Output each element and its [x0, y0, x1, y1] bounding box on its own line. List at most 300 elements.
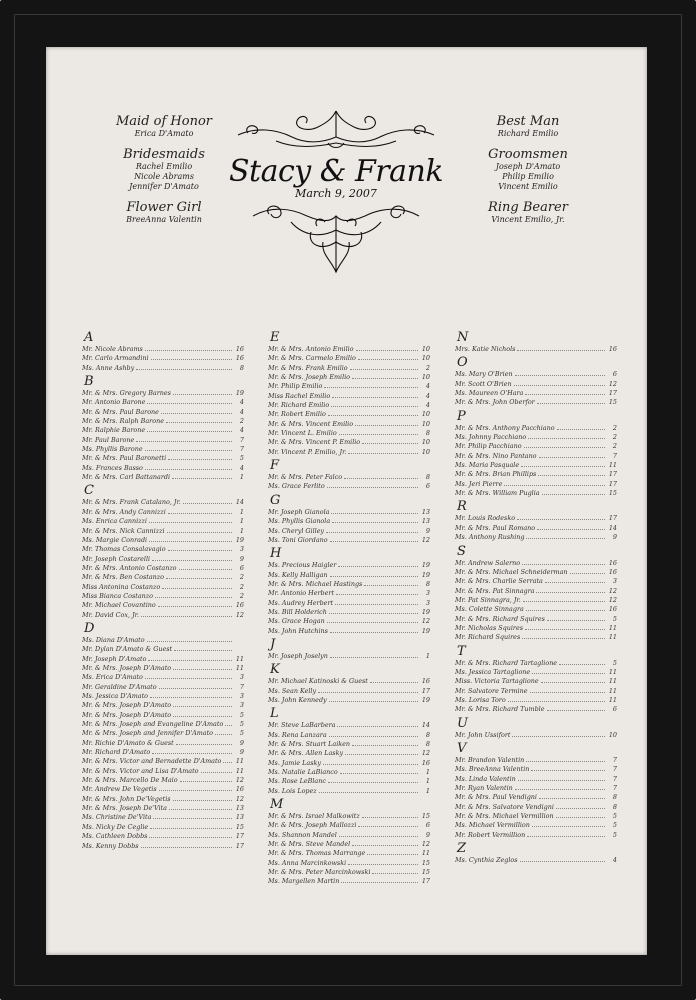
guest-row: [455, 756, 617, 765]
party-role: Maid of Honor: [115, 114, 213, 129]
dot-leader: [537, 398, 605, 404]
guest-row: [268, 749, 430, 758]
dot-leader: [162, 583, 232, 589]
section-letter: V: [457, 741, 467, 756]
table-number: 10: [421, 447, 430, 456]
dot-leader: [329, 696, 418, 702]
guest-name: Mr. Carlo Armandini: [82, 354, 149, 363]
guest-name: Mr. & Mrs. Michael Schneiderman: [455, 567, 568, 576]
table-number: 14: [421, 721, 430, 730]
table-number: 4: [612, 856, 617, 865]
guest-row: [82, 389, 244, 398]
table-number: 6: [612, 705, 617, 714]
guest-name: Ms. Shannon Mandel: [268, 830, 337, 839]
dot-leader: [332, 392, 418, 398]
dot-leader: [370, 677, 418, 683]
guest-column-right: [455, 329, 617, 865]
dot-leader: [330, 536, 418, 542]
guest-name: Mr. & Mrs. Vincent Emilio: [268, 419, 354, 428]
guest-name: Ms. Rose LeBlanc: [268, 777, 326, 786]
guest-row: [268, 364, 430, 373]
dot-leader: [183, 498, 232, 504]
guest-row: [82, 636, 244, 645]
guest-row: [455, 596, 617, 605]
table-number: 13: [235, 804, 244, 813]
table-number: 10: [608, 730, 617, 739]
dot-leader: [340, 768, 418, 774]
dot-leader: [328, 777, 418, 783]
guest-name: Ms. Jeri Pierre: [455, 479, 503, 488]
dot-leader: [136, 436, 232, 442]
guest-name: Ms. Anne Ashby: [82, 363, 135, 372]
table-number: 2: [612, 433, 617, 442]
table-number: 16: [608, 567, 617, 576]
guest-row: [455, 668, 617, 677]
guest-name: Mr. John Ussifort: [455, 730, 511, 739]
guest-row: [455, 533, 617, 542]
table-number: 15: [235, 822, 244, 831]
table-number: 19: [421, 607, 430, 616]
table-number: 5: [612, 812, 617, 821]
guest-column-left: [82, 329, 244, 851]
guest-name: Mr. & Mrs. Richard Tumble: [455, 705, 545, 714]
table-number: 1: [425, 786, 430, 795]
dot-leader: [145, 464, 232, 470]
guest-name: Mr. Robert Emilio: [268, 410, 326, 419]
section-letter: O: [457, 355, 468, 371]
guest-name: Mr. & Mrs. Nick Cannizzi: [82, 526, 165, 535]
dot-leader: [173, 389, 232, 395]
guest-name: Mrs. Katie Nichols: [455, 345, 516, 353]
table-number: 10: [421, 419, 430, 428]
table-number: 15: [421, 858, 430, 867]
guest-name: Mr. Richard Squires: [455, 633, 521, 642]
dot-leader: [167, 527, 233, 533]
guest-name: Ms. Jessica Tartaglione: [455, 667, 531, 676]
guest-row: [455, 345, 617, 354]
guest-row: [268, 580, 430, 589]
guest-name: Mr. Scott O'Brien: [455, 379, 512, 388]
guest-row: [82, 445, 244, 454]
guest-name: Mr. Antonio Barone: [82, 398, 146, 407]
guest-row: [268, 687, 430, 696]
guest-name: Mr. & Mrs. Antonio Emilio: [268, 345, 354, 353]
guest-row: [455, 784, 617, 793]
table-number: 11: [608, 633, 617, 642]
table-number: 15: [608, 398, 617, 407]
dot-leader: [319, 787, 418, 793]
party-member-name: Joseph D'Amato: [495, 162, 561, 172]
guest-row: [268, 420, 430, 429]
table-number: 19: [421, 626, 430, 635]
guest-row: [82, 739, 244, 748]
guest-row: [82, 645, 244, 654]
dot-leader: [539, 452, 605, 458]
dot-leader: [545, 577, 605, 583]
guest-name: Ms. Precious Haigler: [268, 561, 337, 570]
section-letter: J: [270, 636, 276, 652]
table-number: 17: [608, 514, 617, 523]
dot-leader: [149, 517, 232, 523]
dot-leader: [520, 856, 605, 862]
guest-name: Mr. & Mrs. Carmelo Emilio: [268, 354, 356, 363]
dot-leader: [522, 633, 605, 639]
guest-row: [82, 813, 244, 822]
guest-name: Mr. & Mrs. Peter Falco: [268, 473, 343, 482]
dot-leader: [372, 868, 418, 874]
guest-name: Mr. & Mrs. Joseph and Jennifer D'Amato: [82, 729, 214, 738]
guest-name: Mr. Robert Vermillion: [455, 830, 526, 839]
guest-name: Mr. Nicholas Squires: [455, 623, 524, 632]
guest-row: [268, 740, 430, 749]
dot-leader: [330, 652, 418, 658]
party-role: Best Man: [496, 114, 560, 129]
guest-name: Mr. Andrew De Vegetis: [82, 785, 157, 794]
guest-row: [268, 354, 430, 363]
guest-row: [268, 345, 430, 354]
table-number: 7: [239, 682, 244, 691]
party-member-name: Vincent Emilio, Jr.: [491, 215, 565, 225]
guest-name: Mr. & Mrs. Michael Vermillion: [455, 812, 554, 821]
table-number: 5: [239, 729, 244, 738]
party-member-name: Nicole Abrams: [134, 172, 194, 182]
guest-row: [455, 831, 617, 840]
guest-name: Mr. Joseph Gianola: [268, 507, 330, 516]
dot-leader: [358, 821, 418, 827]
guest-row: [82, 804, 244, 813]
dot-leader: [547, 615, 605, 621]
dot-leader: [149, 832, 232, 838]
table-number: 3: [239, 692, 244, 700]
dot-leader: [147, 398, 232, 404]
guest-name: Mr. Pat Sinnagra, Jr.: [455, 595, 521, 604]
dot-leader: [345, 749, 418, 755]
dot-leader: [145, 673, 232, 679]
guest-row: [268, 438, 430, 447]
party-role: Groomsmen: [488, 147, 568, 163]
guest-name: Ms. Enrica Cannizzi: [82, 517, 147, 526]
guest-row: [82, 555, 244, 564]
dot-leader: [518, 775, 605, 781]
guest-row: [82, 426, 244, 435]
guest-name: Ms. Natalie LaBianco: [268, 768, 338, 777]
guest-row: [455, 803, 617, 812]
guest-name: Ms. Kelly Halligan: [268, 570, 328, 579]
table-number: 4: [425, 401, 430, 410]
table-number: 14: [235, 498, 244, 507]
table-number: 4: [239, 407, 244, 416]
guest-name: Ms. Bill Holderich: [268, 607, 327, 616]
guest-row: [268, 599, 430, 608]
table-number: 17: [421, 686, 430, 695]
guest-row: [455, 370, 617, 379]
guest-name: Mr. Ralphie Barone: [82, 426, 146, 435]
table-number: 5: [612, 614, 617, 623]
guest-name: Mr. Andrew Salerno: [455, 558, 521, 567]
dot-leader: [537, 524, 605, 530]
guest-name: Mr. & Mrs. Israel Malkowitz: [268, 812, 360, 821]
guest-row: [455, 568, 617, 577]
table-number: 12: [608, 379, 617, 388]
guest-name: Mr. Dylan D'Amato & Guest: [82, 645, 173, 654]
dot-leader: [173, 795, 232, 801]
guest-row: [455, 696, 617, 705]
dot-leader: [141, 842, 232, 848]
guest-row: [268, 517, 430, 526]
table-number: 1: [425, 651, 430, 660]
guest-name: Ms. Margellen Martin: [268, 877, 340, 886]
table-number: 1: [239, 526, 244, 535]
guest-name: Mr. Michael Katinoski & Guest: [268, 677, 368, 686]
guest-row: [455, 442, 617, 451]
dot-leader: [526, 756, 605, 762]
guest-name: Mr. & Mrs. Anthony Pacchiano: [455, 423, 555, 432]
dot-leader: [150, 823, 232, 829]
table-number: 15: [608, 489, 617, 498]
dot-leader: [570, 568, 606, 574]
guest-name: Mr. & Mrs. Joseph De'Vita: [82, 804, 167, 813]
guest-name: Mr. & Mrs. Frank Emilio: [268, 363, 348, 372]
guest-row: [268, 859, 430, 868]
dot-leader: [356, 345, 418, 351]
guest-name: Miss Bianca Costanzo: [82, 591, 153, 600]
guest-name: Mr. Philip Pacchiano: [455, 442, 522, 451]
section-letter: R: [457, 499, 467, 515]
dot-leader: [148, 655, 232, 661]
guest-row: [268, 840, 430, 849]
table-number: 6: [239, 563, 244, 572]
dot-leader: [336, 589, 418, 595]
section-letter: S: [457, 543, 466, 559]
section-letter: D: [84, 620, 95, 636]
guest-name: Mr. & Mrs. Joseph Emilio: [268, 373, 351, 382]
guest-row: [455, 731, 617, 740]
dot-leader: [173, 711, 232, 717]
table-number: 2: [239, 591, 244, 600]
guest-row: [82, 364, 244, 373]
guest-row: [82, 664, 244, 673]
table-number: 12: [235, 610, 244, 619]
guest-row: [455, 524, 617, 533]
guest-name: Mr. & Mrs. Joseph D'Amato: [82, 701, 172, 710]
dot-leader: [329, 731, 418, 737]
dot-leader: [141, 611, 232, 617]
dot-leader: [339, 429, 418, 435]
guest-row: [268, 821, 430, 830]
guest-name: Ms. John Kennedy: [268, 695, 327, 704]
table-number: 17: [235, 832, 244, 841]
guest-row: [455, 461, 617, 470]
table-number: 10: [421, 373, 430, 382]
party-member-name: Rachel Emilio: [135, 162, 193, 172]
guest-row: [455, 624, 617, 633]
guest-row: [82, 757, 244, 766]
guest-row: [268, 429, 430, 438]
dot-leader: [158, 601, 232, 607]
dot-leader: [145, 445, 232, 451]
guest-name: Mr. & Mrs. Joseph and Evangeline D'Amato: [82, 720, 224, 729]
guest-row: [455, 587, 617, 596]
guest-name: Mr. & Mrs. Marcello De Maio: [82, 776, 178, 785]
section-letter: E: [270, 330, 280, 345]
dot-leader: [341, 877, 418, 883]
table-number: 12: [421, 617, 430, 626]
dot-leader: [352, 840, 418, 846]
guest-name: Mr. Philip Emilio: [268, 382, 323, 391]
table-number: 19: [421, 570, 430, 579]
guest-name: Ms. Lois Lopez: [268, 786, 317, 795]
guest-name: Mr. Joseph D'Amato: [82, 654, 147, 663]
guest-row: [455, 470, 617, 479]
party-member-name: Erica D'Amato: [134, 129, 194, 139]
guest-row: [268, 482, 430, 491]
dot-leader: [323, 759, 418, 765]
dot-leader: [330, 627, 418, 633]
guest-row: [268, 652, 430, 661]
guest-name: Mr. Joseph Costarelli: [82, 554, 151, 563]
guest-name: Mr. & Mrs. Pat Sinnagra: [455, 586, 535, 595]
table-number: 2: [612, 442, 617, 451]
dot-leader: [348, 859, 418, 865]
wedding-date: March 9, 2007: [295, 187, 377, 200]
dot-leader: [532, 668, 605, 674]
guest-row: [82, 354, 244, 363]
dot-leader: [339, 831, 418, 837]
guest-row: [268, 696, 430, 705]
table-number: 16: [235, 785, 244, 794]
guest-name: Mr. & Mrs. Allen Lasky: [268, 749, 344, 758]
guest-row: [455, 765, 617, 774]
guest-row: [268, 589, 430, 598]
table-number: 11: [235, 757, 244, 766]
table-number: 3: [239, 673, 244, 682]
table-number: 11: [235, 766, 244, 775]
guest-row: [82, 655, 244, 664]
guest-name: Ms. Erica D'Amato: [82, 673, 143, 682]
guest-row: [455, 821, 617, 830]
table-number: 16: [608, 558, 617, 567]
guest-row: [455, 489, 617, 498]
dot-leader: [344, 473, 418, 479]
party-member-name: Philip Emilio: [502, 172, 554, 182]
guest-name: Ms. John Hutchins: [268, 626, 328, 635]
dot-leader: [352, 740, 418, 746]
guest-row: [82, 592, 244, 601]
dot-leader: [329, 608, 418, 614]
guest-row: [455, 812, 617, 821]
guest-row: [268, 627, 430, 636]
guest-name: Ms. Diana D'Amato: [82, 635, 145, 644]
guest-row: [82, 692, 244, 701]
table-number: 8: [425, 579, 430, 588]
guest-name: Mr. Michael Covantino: [82, 601, 156, 610]
guest-name: Ms. Christine De'Vita: [82, 813, 152, 822]
guest-name: Ms. Rena Lanzara: [268, 730, 327, 739]
table-number: 6: [425, 482, 430, 491]
guest-row: [82, 583, 244, 592]
table-number: 11: [421, 849, 430, 858]
guest-name: Mr. Antonio Herbert: [268, 589, 335, 598]
guest-name: Mr. & Mrs. Joseph Mallozzi: [268, 821, 357, 830]
table-number: 9: [239, 738, 244, 747]
guest-name: Mr. Thomas Consalavagio: [82, 545, 166, 554]
table-number: 13: [421, 517, 430, 526]
table-number: 11: [608, 667, 617, 676]
guest-row: [82, 573, 244, 582]
guest-name: Ms. Linda Valentin: [455, 774, 516, 783]
guest-name: Mr. & Mrs. Ralph Barone: [82, 417, 164, 426]
section-letter: T: [457, 643, 466, 659]
dot-leader: [179, 564, 232, 570]
guest-name: Mr. & Mrs. Brian Phillips: [455, 470, 537, 479]
table-number: 6: [425, 821, 430, 830]
guest-row: [268, 849, 430, 858]
table-number: 19: [421, 561, 430, 570]
guest-name: Ms. Margie Conradi: [82, 535, 148, 544]
dot-leader: [174, 645, 232, 651]
guest-row: [455, 605, 617, 614]
table-number: 13: [235, 813, 244, 822]
guest-row: [82, 473, 244, 482]
dot-leader: [324, 382, 418, 388]
guest-row: [82, 711, 244, 720]
table-number: 5: [239, 454, 244, 463]
guest-row: [82, 536, 244, 545]
section-letter: Z: [457, 841, 467, 857]
table-number: 5: [612, 830, 617, 839]
section-letter: C: [84, 483, 94, 499]
guest-name: Mr. & Mrs. Andy Cannizzi: [82, 507, 166, 516]
guest-name: Mr. & Mrs. John De'Vegetis: [82, 794, 171, 803]
table-number: 8: [425, 730, 430, 739]
guest-row: [268, 473, 430, 482]
guest-row: [82, 464, 244, 473]
dot-leader: [524, 442, 605, 448]
guest-row: [268, 401, 430, 410]
party-role: Ring Bearer: [488, 199, 568, 215]
dot-leader: [136, 364, 232, 370]
guest-row: [82, 601, 244, 610]
section-letter: K: [270, 662, 280, 678]
table-number: 4: [239, 426, 244, 435]
table-number: 7: [239, 445, 244, 454]
dot-leader: [149, 536, 232, 542]
table-number: 3: [239, 701, 244, 710]
guest-row: [455, 687, 617, 696]
guest-name: Ms. Johnny Pacchiano: [455, 433, 527, 442]
guest-name: Miss Antonina Costanzo: [82, 582, 161, 591]
guest-row: [455, 389, 617, 398]
guest-name: Ms. Michael Vermillion: [455, 821, 530, 830]
guest-row: [268, 508, 430, 517]
guest-name: Mr. & Mrs. Paul Barone: [82, 407, 159, 416]
party-role: Flower Girl: [126, 199, 202, 215]
table-number: 9: [239, 748, 244, 757]
guest-row: [268, 571, 430, 580]
dot-leader: [331, 508, 418, 514]
guest-column-middle: [268, 329, 430, 887]
dot-leader: [152, 748, 232, 754]
dot-leader: [337, 721, 418, 727]
table-number: 17: [608, 470, 617, 479]
guest-name: Mr. Nicole Abrams: [82, 345, 143, 353]
guest-name: Mr. Brandon Valentin: [455, 756, 525, 764]
dot-leader: [147, 426, 232, 432]
party-member-name: Jennifer D'Amato: [129, 181, 199, 191]
section-letter: P: [457, 408, 466, 424]
guest-row: [455, 480, 617, 489]
dot-leader: [531, 765, 605, 771]
